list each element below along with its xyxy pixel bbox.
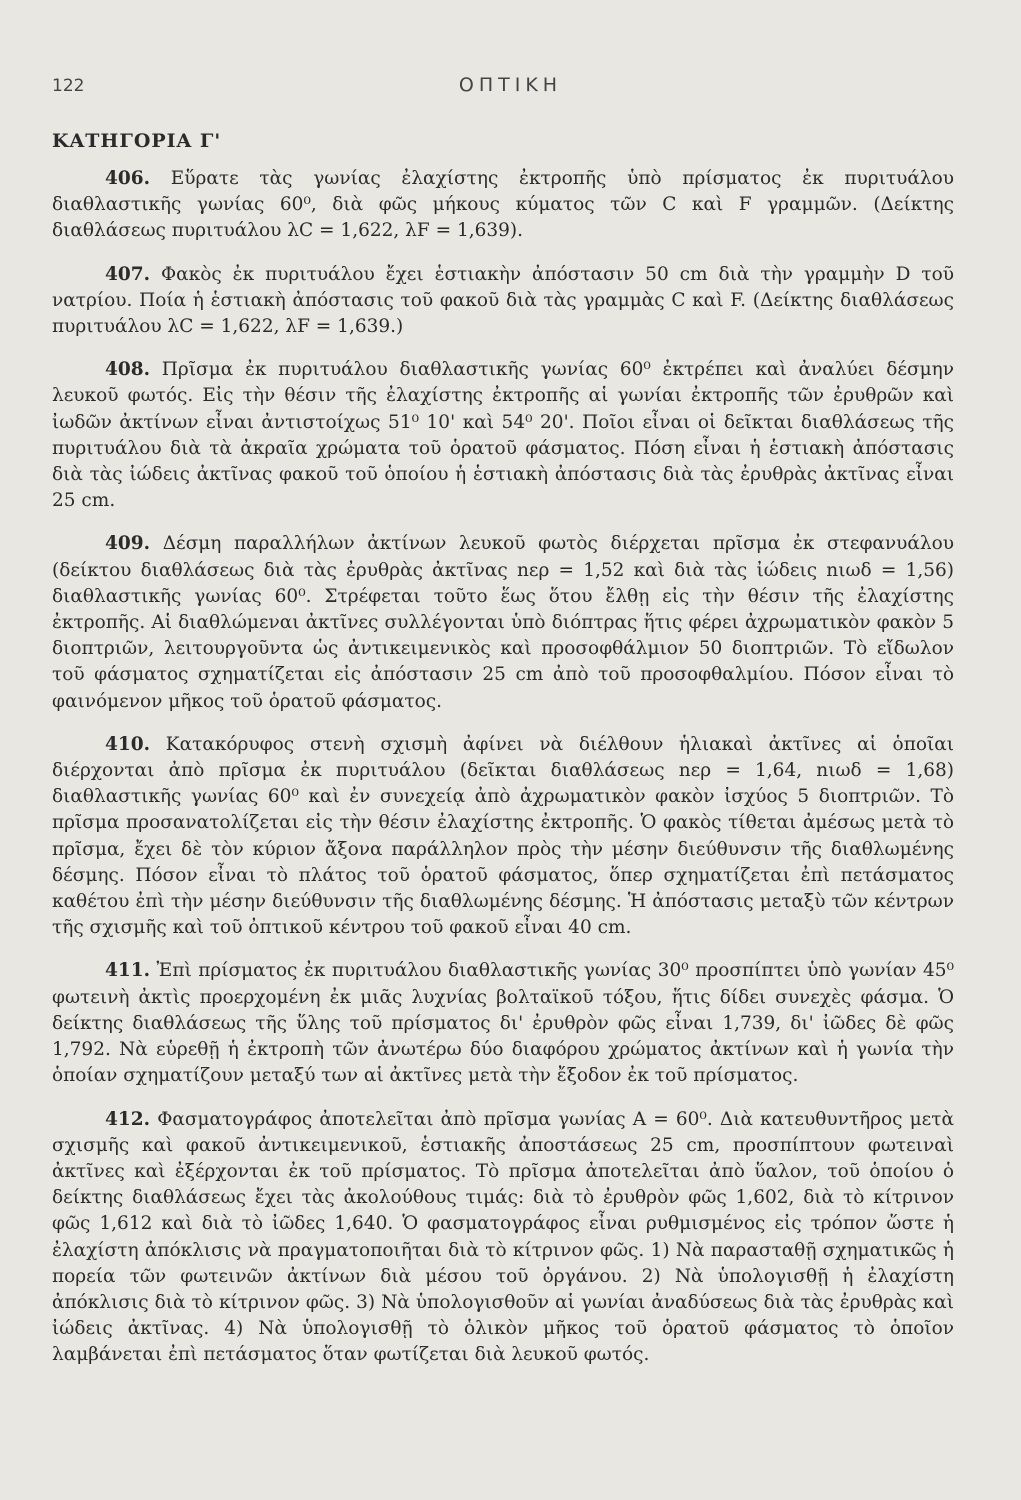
problem-text: Φακὸς ἐκ πυριτυάλου ἔχει ἑστιακὴν ἀπόστασιν 50 cm διὰ τὴν γραμμὴν D τοῦ νατρίου. Ποία ἡ ἑστιακὴ ἀπόστασις τοῦ φακοῦ διὰ τὰς γραμμὰς C καὶ F. (Δείκτης διαθλάσεως πυριτυάλου λC = 1,622, λF = 1,639.) — [52, 263, 954, 338]
problem-408 — [52, 357, 954, 514]
running-title: ΟΠΤΙΚΗ — [458, 74, 563, 96]
problem-text: Πρῖσμα ἐκ πυριτυάλου διαθλαστικῆς γωνίας 60⁰ ἐκτρέπει καὶ ἀναλύει δέσμην λευκοῦ φωτός. Εἰς τὴν θέσιν τῆς ἐλαχίστης ἐκτροπῆς αἱ γωνίαι ἐκτροπῆς τῶν ἐρυθρῶν καὶ ἰωδῶν ἀκτίνων εἶναι ἀντιστοίχως 51⁰ 10' καὶ 54⁰ 20'. Ποῖοι εἶναι οἱ δεῖκται διαθλάσεως τῆς πυριτυάλου διὰ τὰ ἀκραῖα χρώματα τοῦ ὁρατοῦ φάσματος. Πόση εἶναι ἡ ἑστιακὴ ἀπόστασις διὰ τὰς ἰώδεις ἀκτῖνας φακοῦ τοῦ ὁποίου ἡ ἑστιακὴ ἀπόστασις διὰ τὰς ἐρυθρὰς ἀκτῖνας εἶναι 25 cm. — [52, 359, 954, 512]
problem-406 — [52, 166, 954, 245]
problem-number: 410. — [105, 733, 151, 755]
problem-text: Κατακόρυφος στενὴ σχισμὴ ἀφίνει νὰ διέλθουν ἡλιακαὶ ἀκτῖνες αἱ ὁποῖαι διέρχονται ἀπὸ πρῖσμα ἐκ πυριτυάλου (δεῖκται διαθλάσεως nερ = 1,64, nιωδ = 1,68) διαθλαστικῆς γωνίας 60⁰ καὶ ἐν συνεχείᾳ ἀπὸ ἀχρωματικὸν φακὸν ἰσχύος 5 διοπτριῶν. Τὸ πρῖσμα προσανατολίζεται εἰς τὴν θέσιν ἐλαχίστης ἐκτροπῆς. Ὁ φακὸς τίθεται ἀμέσως μετὰ τὸ πρῖσμα, ἔχει δὲ τὸν κύριον ἄξονα παράλληλον πρὸς τὴν μέσην διεύθυνσιν τῆς διαθλωμένης δέσμης. Πόσον εἶναι τὸ πλάτος τοῦ ὁρατοῦ φάσματος, ὅπερ σχηματίζεται ἐπὶ πετάσματος καθέτου ἐπὶ τὴν μέσην διεύθυνσιν τῆς διαθλωμένης δέσμης. Ἡ ἀπόστασις μεταξὺ τῶν κέντρων τῆς σχισμῆς καὶ τοῦ ὀπτικοῦ κέντρου τοῦ φακοῦ εἶναι 40 cm. — [52, 733, 954, 939]
problem-number: 412. — [105, 1108, 151, 1130]
problem-411 — [52, 958, 954, 1089]
page-number: 122 — [52, 76, 85, 96]
problem-407 — [52, 262, 954, 341]
problem-text: Δέσμη παραλλήλων ἀκτίνων λευκοῦ φωτὸς διέρχεται πρῖσμα ἐκ στεφανυάλου (δείκτου διαθλάσεως διὰ τὰς ἐρυθρὰς ἀκτῖνας nερ = 1,52 καὶ διὰ τὰς ἰώδεις nιωδ = 1,56) διαθλαστικῆς γωνίας 60⁰. Στρέφεται τοῦτο ἕως ὅτου ἔλθῃ εἰς τὴν θέσιν τῆς ἐλαχίστης ἐκτροπῆς. Αἱ διαθλώμεναι ἀκτῖνες συλλέγονται ὑπὸ διόπτρας ἥτις φέρει ἀχρωματικὸν φακὸν 5 διοπτριῶν, λειτουργοῦντα ὡς ἀντικειμενικὸς καὶ προσοφθάλμιον 50 διοπτριῶν. Τὸ εἴδωλον τοῦ φάσματος σχηματίζεται εἰς ἀπόστασιν 25 cm ἀπὸ τοῦ προσοφθαλμίου. Πόσον εἶναι τὸ φαινόμενον μῆκος τοῦ ὁρατοῦ φάσματος. — [52, 533, 954, 712]
problem-number: 406. — [105, 168, 151, 189]
problem-410 — [52, 732, 954, 942]
problem-number: 409. — [105, 533, 151, 555]
category-heading: ΚΑΤΗΓΟΡΙΑ Γ' — [52, 130, 222, 152]
problem-text: Ἐπὶ πρίσματος ἐκ πυριτυάλου διαθλαστικῆς γωνίας 30⁰ προσπίπτει ὑπὸ γωνίαν 45⁰ φωτεινὴ ἀκτὶς προερχομένη ἐκ μιᾶς λυχνίας βολταϊκοῦ τόξου, ἥτις δίδει συνεχὲς φάσμα. Ὁ δείκτης διαθλάσεως τῆς ὕλης τοῦ πρίσματος δι' ἐρυθρὸν φῶς εἶναι 1,739, δι' ἰῶδες δὲ φῶς 1,792. Νὰ εὑρεθῇ ἡ ἐκτροπὴ τῶν ἀνωτέρω δύο διαφόρου χρώματος ἀκτίνων καὶ ἡ γωνία τὴν ὁποίαν σχηματίζουν μεταξύ των αἱ ἀκτῖνες μετὰ τὴν ἔξοδον ἐκ τοῦ πρίσματος. — [52, 960, 954, 1087]
problem-412 — [52, 1107, 954, 1369]
problem-text: Φασματογράφος ἀποτελεῖται ἀπὸ πρῖσμα γωνίας A = 60⁰. Διὰ κατευθυντῆρος μετὰ σχισμῆς καὶ φακοῦ ἀντικειμενικοῦ, ἑστιακῆς ἀποστάσεως 25 cm, προσπίπτουν φωτειναὶ ἀκτῖνες καὶ ἐξέρχονται ἐκ τοῦ πρίσματος. Τὸ πρῖσμα ἀποτελεῖται ἀπὸ ὕαλον, τοῦ ὁποίου ὁ δείκτης διαθλάσεως ἔχει τὰς ἀκολούθους τιμάς: διὰ τὸ ἐρυθρὸν φῶς 1,602, διὰ τὸ κίτρινον φῶς 1,612 καὶ διὰ τὸ ἰῶδες 1,640. Ὁ φασματογράφος εἶναι ρυθμισμένος εἰς τρόπον ὥστε ἡ ἐλαχίστη ἀπόκλισις νὰ πραγματοποιῆται διὰ τὸ κίτρινον φῶς. 1) Νὰ παρασταθῇ σχηματικῶς ἡ πορεία τῶν φωτεινῶν ἀκτίνων διὰ μέσου τοῦ ὀργάνου. 2) Νὰ ὑπολογισθῇ ἡ ἐλαχίστη ἀπόκλισις διὰ τὸ κίτρινον φῶς. 3) Νὰ ὑπολογισθοῦν αἱ γωνίαι ἀναδύσεως διὰ τὰς ἐρυθρὰς καὶ ἰώδεις ἀκτῖνας. 4) Νὰ ὑπολογισθῇ τὸ ὁλικὸν μῆκος τοῦ ὁρατοῦ φάσματος τὸ ὁποῖον λαμβάνεται ἐπὶ πετάσματος ὅταν φωτίζεται διὰ λευκοῦ φωτός. — [52, 1108, 954, 1366]
problem-number: 411. — [105, 960, 151, 982]
problem-list — [52, 166, 954, 1386]
problem-409 — [52, 531, 954, 714]
problem-number: 407. — [105, 263, 151, 285]
problem-number: 408. — [105, 359, 151, 381]
problem-text: Εὕρατε τὰς γωνίας ἐλαχίστης ἐκτροπῆς ὑπὸ πρίσματος ἐκ πυριτυάλου διαθλαστικῆς γωνίας 60⁰, διὰ φῶς μήκους κύματος τῶν C καὶ F γραμμῶν. (Δείκτης διαθλάσεως πυριτυάλου λC = 1,622, λF = 1,639). — [52, 168, 954, 242]
